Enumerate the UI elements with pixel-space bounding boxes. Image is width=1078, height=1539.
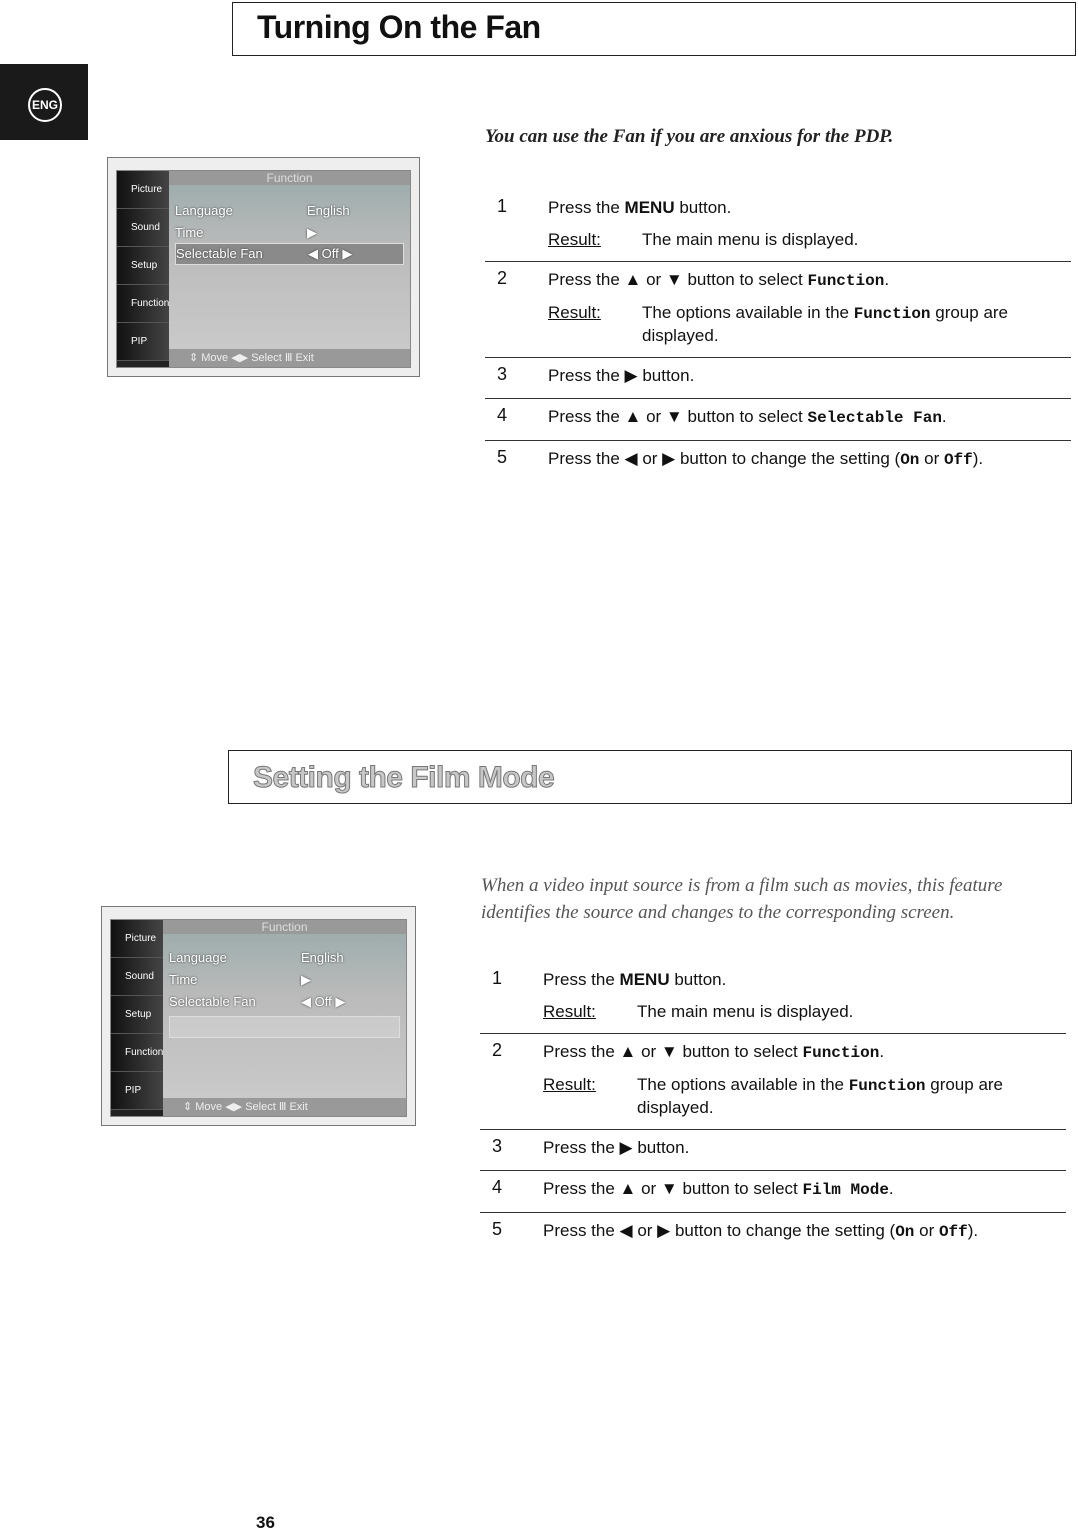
osd-row-value: ◀ Off ▶ [301,994,346,1009]
osd-row-label: Time [169,972,198,987]
step-result: Result: The options available in the Function group are displayed. [548,303,1009,345]
osd-menu-image [101,906,416,1126]
step-text: Press the ▲ or ▼ button to select Selectable Fan. [548,407,947,427]
step-text: Press the ◀ or ▶ button to change the setting (On or Off). [543,1221,979,1241]
osd-header: Function [163,920,406,934]
step [485,262,1071,358]
osd-sidebar-item: PIP [117,323,169,361]
osd-sidebar-item: Sound [111,958,163,996]
osd-row-selectable-fan [175,243,404,265]
step-number: 3 [497,364,508,384]
step-number: 4 [492,1177,503,1197]
step-text: Press the ▶ button. [548,366,695,385]
language-tab [0,64,88,140]
step-number: 2 [497,268,508,288]
step-text: Press the ▲ or ▼ button to select Function. [548,270,890,290]
osd-sidebar-item: Function [111,1034,163,1072]
osd-sidebar [111,920,163,1116]
intro-text: When a video input source is from a film such as movies, this feature identifies the source and changes to the corresponding screen. [481,875,1003,923]
steps-list [485,190,1071,482]
osd-header: Function [169,171,410,185]
osd-row-label: Language [175,203,233,218]
step-number: 1 [492,968,503,988]
step-number: 1 [497,196,508,216]
step-text: Press the ▲ or ▼ button to select Function. [543,1042,885,1062]
osd-row-label: Selectable Fan [176,246,263,261]
section-title-text: Setting the Film Mode [253,761,555,794]
step [480,1213,1066,1254]
step-result: Result: The main menu is displayed. [543,1002,854,1021]
osd-sidebar-item: Function [117,285,169,323]
step-result: Result: The options available in the Function group are displayed. [543,1075,1004,1117]
osd-footer: ⇕ Move ◀▶ Select Ⅲ Exit [169,349,410,367]
intro-text: You can use the Fan if you are anxious for the PDP. [485,126,894,147]
section-title-film-mode [228,750,1072,804]
osd-row-label: Time [175,225,204,240]
osd-sidebar-item: Picture [111,920,163,958]
step [485,358,1071,399]
osd-sidebar-item: PIP [111,1072,163,1110]
osd-row-label: Language [169,950,227,965]
osd-sidebar-item: Setup [111,996,163,1034]
osd-row-value: ◀ Off ▶ [308,246,353,261]
section-title-text: Turning On the Fan [257,9,541,45]
eng-badge: ENG [28,88,62,122]
osd-sidebar-item: Picture [117,171,169,209]
step-text: Press the MENU button. [543,970,727,989]
osd-row-time [169,970,400,990]
osd-row-value: English [307,203,350,218]
step-number: 3 [492,1136,503,1156]
page-number: 36 [256,1513,275,1532]
osd-row-language [169,948,400,968]
osd-row-value: ▶ [301,972,311,987]
step-text: Press the MENU button. [548,198,732,217]
step-number: 2 [492,1040,503,1060]
osd-sidebar-item: Sound [117,209,169,247]
osd-footer: ⇕ Move ◀▶ Select Ⅲ Exit [163,1098,406,1116]
step-text: Press the ▲ or ▼ button to select Film Mode. [543,1179,894,1199]
osd-row-label: Selectable Fan [169,994,256,1009]
step [485,399,1071,441]
osd-row-language [175,201,404,221]
osd-row-time [175,223,404,243]
step-text: Press the ▶ button. [543,1138,690,1157]
section-title-fan [232,2,1076,56]
step-result: Result: The main menu is displayed. [548,230,859,249]
osd-row-value: ▶ [307,225,317,240]
osd-menu-image [107,157,420,377]
osd-row-value: English [301,950,344,965]
step-text: Press the ◀ or ▶ button to change the setting (On or Off). [548,449,984,469]
osd-row-selectable-fan [169,992,400,1012]
step [480,1034,1066,1130]
osd-sidebar-item: Setup [117,247,169,285]
step-number: 5 [497,447,508,467]
step [480,1171,1066,1213]
step [485,190,1071,262]
steps-list [480,962,1066,1254]
osd-sidebar [117,171,169,367]
step-number: 5 [492,1219,503,1239]
step [485,441,1071,482]
step [480,962,1066,1034]
osd-row-film-mode-highlight [169,1016,400,1038]
step-number: 4 [497,405,508,425]
step [480,1130,1066,1171]
